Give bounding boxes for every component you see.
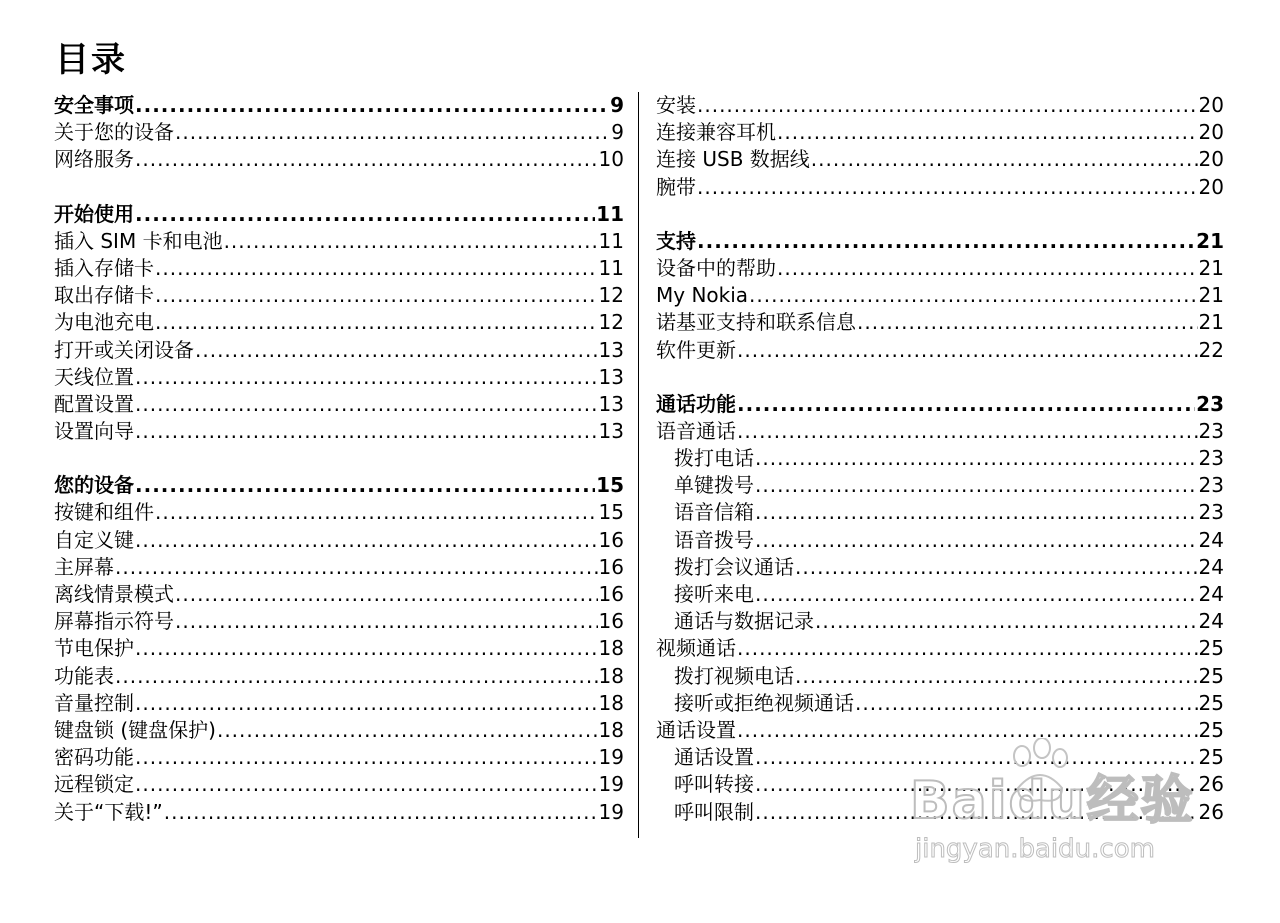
toc-section-heading[interactable] <box>656 228 1224 255</box>
toc-page-number: 23 <box>1198 473 1224 498</box>
toc-page-number: 24 <box>1198 609 1224 634</box>
toc-page-number: 22 <box>1198 337 1224 362</box>
toc-page-number: 18 <box>598 663 624 688</box>
toc-entry-title: 打开或关闭设备 <box>54 337 194 362</box>
toc-entry-title: 取出存储卡 <box>54 283 154 308</box>
toc-entry-title: 音量控制 <box>54 690 134 715</box>
toc-entry-title: 您的设备 <box>54 473 134 498</box>
toc-entry[interactable] <box>656 174 1224 201</box>
dot-leader <box>217 717 598 744</box>
toc-section-heading[interactable] <box>54 201 624 228</box>
dot-leader <box>777 119 1198 146</box>
dot-leader <box>795 554 1198 581</box>
toc-section <box>656 228 1224 364</box>
toc-entry-title: 拨打视频电话 <box>674 663 794 688</box>
toc-entry[interactable] <box>54 635 624 662</box>
toc-page-number: 11 <box>598 228 624 253</box>
toc-page-number: 12 <box>598 310 624 335</box>
toc-entry[interactable] <box>656 499 1224 526</box>
dot-leader <box>135 146 598 173</box>
toc-entry-title: My Nokia <box>656 283 749 308</box>
watermark-logo-text: Baidu经验 <box>910 771 1195 831</box>
toc-entry[interactable] <box>54 499 624 526</box>
dot-leader <box>755 581 1198 608</box>
toc-section <box>54 92 624 174</box>
toc-entry-title: 安全事项 <box>54 93 134 117</box>
dot-leader <box>697 228 1195 255</box>
dot-leader <box>857 309 1198 336</box>
toc-entry-title: 远程锁定 <box>54 772 134 797</box>
dot-leader <box>755 445 1198 472</box>
toc-entry-title: 通话设置 <box>674 745 754 770</box>
toc-entry-title: 网络服务 <box>54 147 134 172</box>
dot-leader <box>749 282 1198 309</box>
toc-entry-title: 通话设置 <box>656 717 736 742</box>
toc-page-number: 13 <box>598 419 624 444</box>
toc-entry[interactable] <box>54 146 624 173</box>
toc-entry-title: 自定义键 <box>54 527 134 552</box>
toc-entry-title: 支持 <box>656 228 696 253</box>
toc-page-number: 15 <box>596 473 624 498</box>
column-divider <box>638 92 639 838</box>
toc-page-number: 18 <box>598 636 624 661</box>
dot-leader <box>164 799 598 826</box>
toc-entry-title: 语音通话 <box>656 418 736 443</box>
toc-entry[interactable] <box>656 337 1224 364</box>
toc-entry[interactable] <box>54 744 624 771</box>
page-title: 目录 <box>55 40 127 80</box>
dot-leader <box>115 554 598 581</box>
toc-entry[interactable] <box>656 799 1224 826</box>
toc-entry[interactable] <box>54 663 624 690</box>
toc-entry[interactable] <box>54 282 624 309</box>
dot-leader <box>755 799 1198 826</box>
toc-page-number: 18 <box>598 690 624 715</box>
toc-section <box>54 472 624 825</box>
toc-entry[interactable] <box>54 391 624 418</box>
toc-entry[interactable] <box>54 228 624 255</box>
toc-page-number: 23 <box>1198 500 1224 525</box>
dot-leader <box>155 499 598 526</box>
toc-page-number: 19 <box>598 772 624 797</box>
toc-entry-title: 语音信箱 <box>674 500 754 525</box>
toc-entry-title: 节电保护 <box>54 636 134 661</box>
dot-leader <box>811 146 1198 173</box>
toc-right-column <box>656 92 1224 853</box>
toc-entry[interactable] <box>656 255 1224 282</box>
toc-page-number: 21 <box>1196 228 1224 253</box>
dot-leader <box>175 608 598 635</box>
dot-leader <box>737 635 1198 662</box>
toc-page-number: 23 <box>1198 446 1224 471</box>
dot-leader <box>755 771 1198 798</box>
toc-entry-title: 连接兼容耳机 <box>656 120 776 145</box>
toc-page-number: 10 <box>598 147 624 172</box>
toc-entry-title: 密码功能 <box>54 745 134 770</box>
dot-leader <box>195 337 598 364</box>
toc-entry-title: 配置设置 <box>54 391 134 416</box>
toc-entry[interactable] <box>656 690 1224 717</box>
toc-page-number: 23 <box>1196 391 1224 416</box>
toc-entry[interactable] <box>54 364 624 391</box>
toc-entry-title: 软件更新 <box>656 337 736 362</box>
toc-page-number: 16 <box>598 527 624 552</box>
dot-leader <box>135 391 598 418</box>
toc-left-column <box>54 92 624 853</box>
toc-entry[interactable] <box>656 771 1224 798</box>
dot-leader <box>135 418 598 445</box>
toc-entry-title: 离线情景模式 <box>54 582 174 606</box>
toc-page-number: 25 <box>1198 717 1224 742</box>
toc-entry-title: 拨打电话 <box>674 446 754 471</box>
toc-page-number: 18 <box>598 717 624 742</box>
toc-entry[interactable] <box>656 554 1224 581</box>
toc-entry[interactable] <box>656 581 1224 608</box>
dot-leader <box>737 337 1198 364</box>
toc-entry[interactable] <box>54 717 624 744</box>
toc-entry-title: 安装 <box>656 93 696 117</box>
toc-entry-title: 键盘锁 (键盘保护) <box>54 717 216 742</box>
toc-entry[interactable] <box>54 608 624 635</box>
dot-leader <box>135 201 595 228</box>
dot-leader <box>135 744 598 771</box>
toc-entry-title: 设置向导 <box>54 419 134 444</box>
toc-entry[interactable] <box>54 119 624 146</box>
dot-leader <box>135 635 598 662</box>
dot-leader <box>855 690 1198 717</box>
toc-entry-title: 腕带 <box>656 174 696 199</box>
dot-leader <box>737 391 1195 418</box>
toc-entry-title: 视频通话 <box>656 636 736 661</box>
toc-page-number: 13 <box>598 364 624 389</box>
toc-page-number: 25 <box>1198 690 1224 715</box>
toc-page-number: 20 <box>1198 120 1224 145</box>
toc-page-number: 23 <box>1198 418 1224 443</box>
dot-leader <box>755 527 1198 554</box>
toc-entry-title: 天线位置 <box>54 364 134 389</box>
toc-entry-title: 按键和组件 <box>54 500 154 525</box>
dot-leader <box>815 608 1198 635</box>
toc-page-number: 9 <box>610 93 624 117</box>
toc-page-number: 12 <box>598 283 624 308</box>
toc-section-heading[interactable] <box>54 472 624 499</box>
toc-entry-title: 插入 SIM 卡和电池 <box>54 228 223 253</box>
toc-page-number: 9 <box>611 120 624 145</box>
toc-entry-title: 为电池充电 <box>54 310 154 335</box>
toc-page-number: 13 <box>598 391 624 416</box>
toc-entry[interactable] <box>656 119 1224 146</box>
dot-leader <box>224 228 598 255</box>
toc-entry[interactable] <box>54 337 624 364</box>
dot-leader <box>155 309 598 336</box>
toc-page-number: 24 <box>1198 554 1224 579</box>
dot-leader <box>697 174 1198 201</box>
toc-entry-title: 关于“下载!” <box>54 799 163 824</box>
toc-page-number: 13 <box>598 337 624 362</box>
dot-leader <box>155 255 598 282</box>
toc-section <box>54 201 624 446</box>
toc-page-number: 26 <box>1198 772 1224 797</box>
toc-page-number: 15 <box>598 500 624 525</box>
toc-page-number: 20 <box>1198 93 1224 117</box>
toc-entry[interactable] <box>54 309 624 336</box>
toc-page-number: 16 <box>598 582 624 606</box>
toc-page-number: 21 <box>1198 283 1224 308</box>
toc-entry-title: 连接 USB 数据线 <box>656 147 810 172</box>
toc-entry[interactable] <box>656 663 1224 690</box>
toc-page-number: 19 <box>598 745 624 770</box>
dot-leader <box>755 472 1198 499</box>
toc-page-number: 11 <box>598 255 624 280</box>
watermark-url: jingyan.baidu.com <box>915 834 1155 864</box>
toc-entry-title: 插入存储卡 <box>54 255 154 280</box>
dot-leader <box>115 663 598 690</box>
toc-entry[interactable] <box>656 472 1224 499</box>
toc-entry[interactable] <box>656 309 1224 336</box>
toc-entry-title: 接听或拒绝视频通话 <box>674 690 854 715</box>
toc-page-number: 16 <box>598 554 624 579</box>
dot-leader <box>135 771 598 798</box>
toc-entry[interactable] <box>656 146 1224 173</box>
dot-leader <box>135 364 598 391</box>
toc-entry[interactable] <box>656 418 1224 445</box>
toc-page-number: 24 <box>1198 527 1224 552</box>
toc-entry[interactable] <box>656 527 1224 554</box>
toc-entry[interactable] <box>656 744 1224 771</box>
toc-entry[interactable] <box>656 717 1224 744</box>
toc-page-number: 25 <box>1198 663 1224 688</box>
toc-page-number: 16 <box>598 609 624 634</box>
dot-leader <box>135 472 595 499</box>
toc-entry-title: 主屏幕 <box>54 554 114 579</box>
dot-leader <box>175 119 610 146</box>
dot-leader <box>135 690 598 717</box>
toc-page-number: 20 <box>1198 147 1224 172</box>
toc-entry[interactable] <box>656 445 1224 472</box>
toc-section-heading[interactable] <box>54 92 624 119</box>
toc-entry-title: 拨打会议通话 <box>674 554 794 579</box>
toc-entry-title: 通话功能 <box>656 391 736 416</box>
dot-leader <box>175 581 598 608</box>
dot-leader <box>135 527 598 554</box>
dot-leader <box>135 92 609 119</box>
toc-entry[interactable] <box>54 799 624 826</box>
toc-entry-title: 通话与数据记录 <box>674 609 814 634</box>
dot-leader <box>755 744 1198 771</box>
toc-entry[interactable] <box>54 771 624 798</box>
toc-entry[interactable] <box>54 255 624 282</box>
toc-entry[interactable] <box>54 527 624 554</box>
toc-entry[interactable] <box>54 554 624 581</box>
toc-section-heading[interactable] <box>656 391 1224 418</box>
toc-page-number: 24 <box>1198 582 1224 606</box>
toc-page-number: 21 <box>1198 310 1224 335</box>
toc-entry-title: 呼叫转接 <box>674 772 754 797</box>
dot-leader <box>697 92 1198 119</box>
dot-leader <box>777 255 1198 282</box>
dot-leader <box>795 663 1198 690</box>
toc-page-number: 20 <box>1198 174 1224 199</box>
toc-page-number: 19 <box>598 799 624 824</box>
toc-entry-title: 关于您的设备 <box>54 120 174 145</box>
toc-page-number: 25 <box>1198 636 1224 661</box>
toc-entry-title: 屏幕指示符号 <box>54 609 174 634</box>
toc-page-number: 26 <box>1198 799 1224 824</box>
toc-entry[interactable] <box>54 418 624 445</box>
toc-entry[interactable] <box>656 92 1224 119</box>
dot-leader <box>737 717 1198 744</box>
toc-page-number: 21 <box>1198 255 1224 280</box>
toc-entry[interactable] <box>54 581 624 608</box>
toc-entry-title: 功能表 <box>54 663 114 688</box>
toc-entry-title: 设备中的帮助 <box>656 255 776 280</box>
toc-section <box>656 92 1224 201</box>
toc-entry-title: 开始使用 <box>54 201 134 226</box>
dot-leader <box>737 418 1198 445</box>
toc-page-number: 25 <box>1198 745 1224 770</box>
toc-entry-title: 呼叫限制 <box>674 799 754 824</box>
toc-section <box>656 391 1224 826</box>
toc-entry-title: 单键拨号 <box>674 473 754 498</box>
toc-page-number: 11 <box>596 201 624 226</box>
toc-entry-title: 接听来电 <box>674 582 754 606</box>
toc-entry[interactable] <box>656 635 1224 662</box>
toc-entry[interactable] <box>656 282 1224 309</box>
dot-leader <box>755 499 1198 526</box>
toc-entry[interactable] <box>54 690 624 717</box>
toc-entry-title: 语音拨号 <box>674 527 754 552</box>
toc-entry[interactable] <box>656 608 1224 635</box>
toc-entry-title: 诺基亚支持和联系信息 <box>656 310 856 335</box>
dot-leader <box>155 282 598 309</box>
